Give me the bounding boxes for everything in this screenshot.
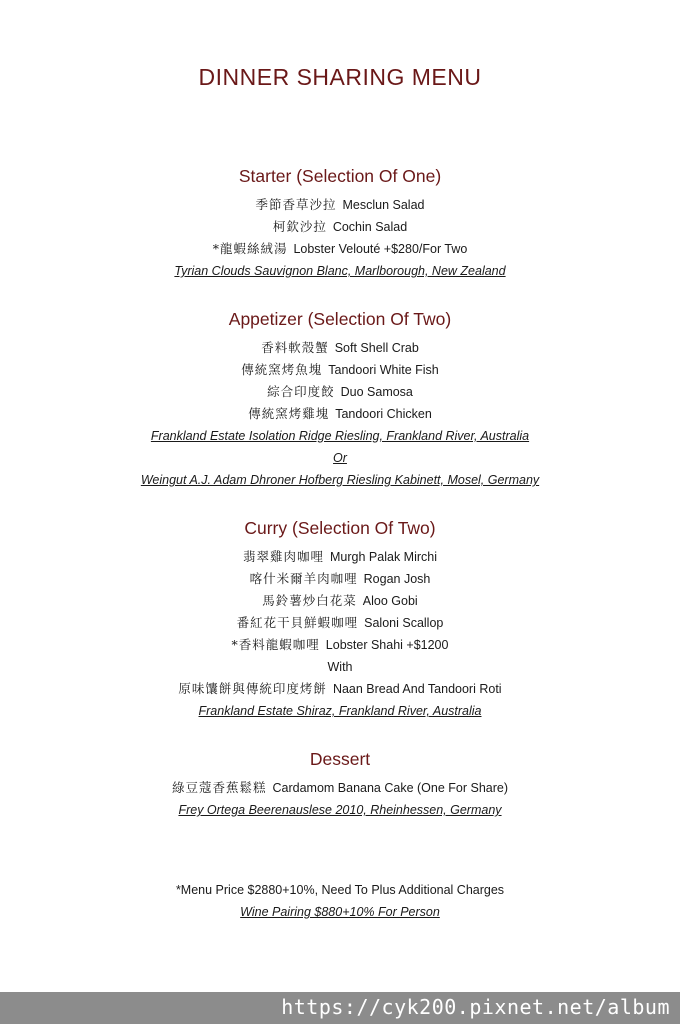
menu-title: DINNER SHARING MENU — [198, 64, 482, 90]
section-title: Curry (Selection Of Two) — [244, 518, 436, 538]
menu-item — [0, 359, 680, 381]
menu-footer — [0, 879, 680, 923]
item-zh: 傳統窯烤雞塊 — [248, 406, 330, 421]
item-en: Cardamom Banana Cake (One For Share) — [272, 781, 509, 795]
menu-item — [0, 337, 680, 359]
item-zh: 喀什米爾羊肉咖哩 — [249, 571, 358, 586]
wine-pairing: Frankland Estate Shiraz, Frankland River, Australia — [198, 704, 482, 718]
item-en: Aloo Gobi — [362, 594, 418, 608]
price-note: *Menu Price $2880+10%, Need To Plus Additional Charges — [175, 883, 505, 897]
section-title: Dessert — [309, 749, 371, 769]
item-en: Lobster Shahi +$1200 — [325, 638, 449, 652]
item-en: Rogan Josh — [363, 572, 431, 586]
wine-or: Or — [333, 451, 347, 465]
section-title: Appetizer (Selection Of Two) — [228, 309, 452, 329]
wine-pairing: Frey Ortega Beerenauslese 2010, Rheinhessen, Germany — [178, 803, 502, 817]
wine-pairing: Frankland Estate Isolation Ridge Riesling, Frankland River, Australia — [150, 429, 530, 443]
item-en: Tandoori White Fish — [328, 363, 439, 377]
menu-item — [0, 634, 680, 656]
menu-item — [0, 381, 680, 403]
section-curry — [0, 516, 680, 722]
wine-pairing-price: Wine Pairing $880+10% For Person — [240, 905, 440, 919]
item-zh: *龍蝦絲絨湯 — [212, 241, 288, 256]
item-en: Tandoori Chicken — [335, 407, 432, 421]
section-appetizer — [0, 307, 680, 491]
item-zh: 柯欽沙拉 — [272, 219, 327, 234]
item-en: Cochin Salad — [332, 220, 408, 234]
section-dessert — [0, 747, 680, 821]
item-zh: 馬鈴薯炒白花菜 — [262, 593, 357, 608]
watermark-text: https://cyk200.pixnet.net/album — [281, 995, 670, 1019]
wine-pairing: Weingut A.J. Adam Dhroner Hofberg Riesling Kabinett, Mosel, Germany — [140, 473, 540, 487]
item-en: Murgh Palak Mirchi — [330, 550, 437, 564]
menu-item — [0, 568, 680, 590]
item-en: Soft Shell Crab — [334, 341, 419, 355]
menu-item — [0, 590, 680, 612]
menu-item — [0, 194, 680, 216]
menu-item — [0, 612, 680, 634]
item-zh: 季節香草沙拉 — [255, 197, 337, 212]
item-en: Naan Bread And Tandoori Roti — [332, 682, 502, 696]
item-en: Mesclun Salad — [342, 198, 425, 212]
item-en: Lobster Velouté +$280/For Two — [293, 242, 468, 256]
item-zh: 綠豆蔻香蕉鬆糕 — [171, 780, 267, 795]
item-zh: 原味馕餅與傳統印度烤餅 — [178, 681, 327, 696]
menu-item — [0, 777, 680, 799]
menu-item — [0, 403, 680, 425]
item-zh: 翡翠雞肉咖哩 — [243, 549, 325, 564]
menu-item — [0, 216, 680, 238]
menu-item — [0, 546, 680, 568]
item-zh: *香料龍蝦咖哩 — [231, 637, 320, 652]
wine-pairing: Tyrian Clouds Sauvignon Blanc, Marlborough, New Zealand — [174, 264, 506, 278]
item-en: Duo Samosa — [340, 385, 413, 399]
section-starter — [0, 164, 680, 282]
item-zh: 香料軟殼蟹 — [261, 340, 329, 355]
menu-item — [0, 678, 680, 700]
menu-item — [0, 238, 680, 260]
item-zh: 番紅花干貝鮮蝦咖哩 — [236, 615, 359, 630]
with-label: With — [327, 660, 353, 674]
section-title: Starter (Selection Of One) — [238, 166, 442, 186]
item-zh: 綜合印度餃 — [267, 384, 335, 399]
watermark-bar — [0, 992, 680, 1024]
item-zh: 傳統窯烤魚塊 — [241, 362, 323, 377]
item-en: Saloni Scallop — [364, 616, 444, 630]
